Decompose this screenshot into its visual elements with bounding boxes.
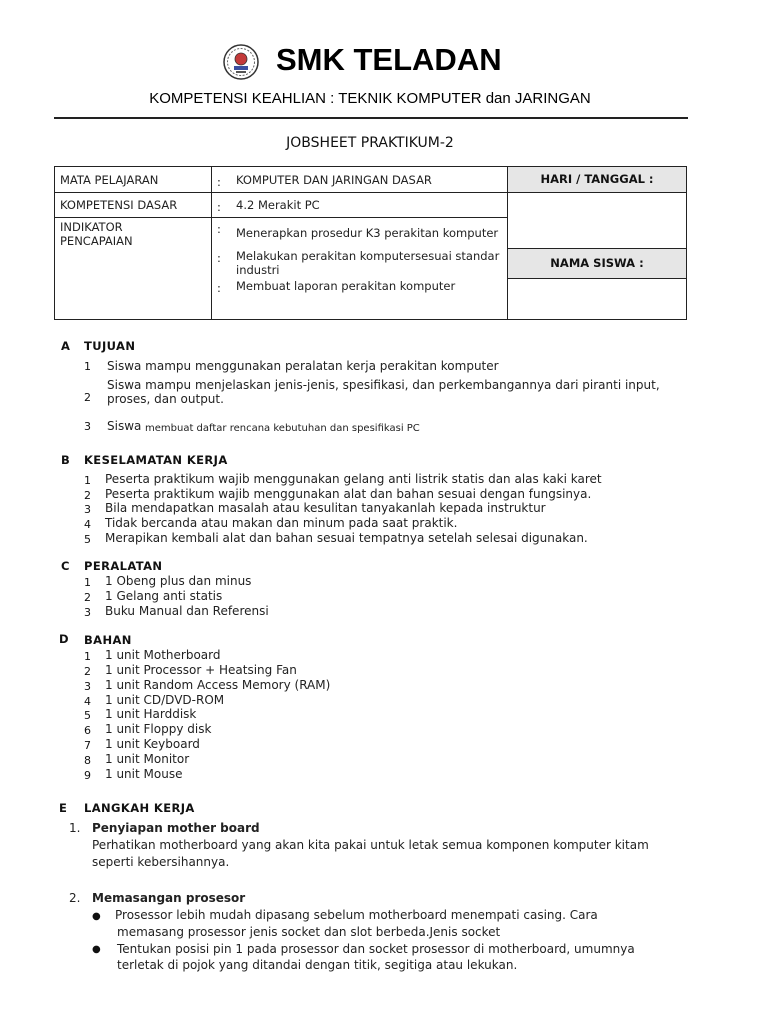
kd-value: 4.2 Merakit PC — [236, 198, 320, 212]
list-item: Siswa — [107, 419, 142, 433]
step-number: 1. — [69, 821, 81, 835]
bullet-icon: ● — [92, 944, 101, 955]
list-item: 1 unit Keyboard — [105, 737, 200, 751]
list-item: Peserta praktikum wajib menggunakan alat dan bahan sesuai dengan fungsinya. — [105, 487, 592, 501]
step-title: Memasangan prosesor — [92, 891, 246, 905]
section-title-peralatan: PERALATAN — [84, 559, 163, 573]
list-number: 4 — [84, 695, 91, 708]
nama-siswa-header: NAMA SISWA : — [508, 249, 686, 278]
list-item: 1 unit Floppy disk — [105, 722, 212, 736]
section-title-keselamatan: KESELAMATAN KERJA — [84, 453, 228, 467]
list-number: 2 — [84, 665, 91, 678]
list-item: 1 unit Processor + Heatsing Fan — [105, 663, 297, 677]
kompetensi-keahlian: KOMPETENSI KEAHLIAN : TEKNIK KOMPUTER dan JARINGAN — [149, 90, 591, 107]
table-divider — [55, 217, 507, 218]
table-divider — [211, 167, 212, 319]
header-divider — [54, 117, 688, 119]
list-item: Peserta praktikum wajib menggunakan gelang anti listrik statis dan alas kaki karet — [105, 472, 602, 486]
school-logo — [222, 43, 260, 81]
indikator-label: INDIKATOR — [60, 220, 123, 234]
list-number: 5 — [84, 709, 91, 722]
list-item: 1 Gelang anti statis — [105, 589, 223, 603]
list-number: 1 — [84, 360, 91, 373]
step-text: seperti kebersihannya. — [92, 855, 230, 869]
colon: : — [217, 175, 221, 189]
list-number: 1 — [84, 650, 91, 663]
step-text: memasang prosessor jenis socket dan slot berbeda.Jenis socket — [117, 925, 501, 939]
list-item: 1 unit Harddisk — [105, 707, 197, 721]
section-letter: A — [61, 339, 71, 353]
table-divider — [507, 278, 686, 279]
indikator-item: Menerapkan prosedur K3 perakitan komputer — [236, 226, 499, 240]
list-item: 1 unit Random Access Memory (RAM) — [105, 678, 331, 692]
list-number: 1 — [84, 474, 91, 487]
list-item: 1 unit Monitor — [105, 752, 190, 766]
indikator-item: Membuat laporan perakitan komputer — [236, 279, 456, 293]
list-number: 8 — [84, 754, 91, 767]
info-table — [54, 166, 687, 320]
table-divider — [55, 192, 507, 193]
list-number: 5 — [84, 533, 91, 546]
list-number: 3 — [84, 680, 91, 693]
list-number: 6 — [84, 724, 91, 737]
jobsheet-title: JOBSHEET PRAKTIKUM-2 — [286, 135, 454, 151]
section-letter: B — [61, 453, 71, 467]
indikator-item: Melakukan perakitan komputersesuai standar — [236, 249, 500, 263]
school-name: SMK TELADAN — [276, 42, 502, 77]
step-text: terletak di pojok yang ditandai dengan titik, segitiga atau lekukan. — [117, 958, 518, 972]
section-title-tujuan: TUJUAN — [84, 339, 136, 353]
list-number: 7 — [84, 739, 91, 752]
list-number: 2 — [84, 489, 91, 502]
kd-label: KOMPETENSI DASAR — [60, 198, 178, 212]
mapel-label: MATA PELAJARAN — [60, 173, 159, 187]
step-text: Tentukan posisi pin 1 pada prosessor dan socket prosessor di motherboard, umumnya — [117, 942, 635, 956]
colon: : — [217, 222, 221, 236]
table-divider — [507, 192, 686, 193]
list-item: Buku Manual dan Referensi — [105, 604, 269, 618]
list-item: 1 unit CD/DVD-ROM — [105, 693, 225, 707]
section-letter: D — [59, 632, 69, 646]
list-number: 3 — [84, 420, 91, 433]
list-item: 1 Obeng plus dan minus — [105, 574, 252, 588]
section-title-langkah: LANGKAH KERJA — [84, 801, 195, 815]
list-item: 1 unit Motherboard — [105, 648, 221, 662]
list-item: proses, dan output. — [107, 392, 224, 406]
list-item: Siswa mampu menggunakan peralatan kerja perakitan komputer — [107, 359, 499, 373]
list-number: 2 — [84, 391, 91, 404]
list-item: 1 unit Mouse — [105, 767, 183, 781]
indikator-item: industri — [236, 263, 280, 277]
indikator-label: PENCAPAIAN — [60, 234, 133, 248]
step-title: Penyiapan mother board — [92, 821, 260, 835]
list-number: 9 — [84, 769, 91, 782]
section-letter: E — [59, 801, 68, 815]
mapel-value: KOMPUTER DAN JARINGAN DASAR — [236, 173, 432, 187]
step-text: Perhatikan motherboard yang akan kita pakai untuk letak semua komponen komputer kitam — [92, 838, 649, 852]
list-item: Siswa mampu menjelaskan jenis-jenis, spesifikasi, dan perkembangannya dari piranti input, — [107, 378, 660, 392]
list-item: membuat daftar rencana kebutuhan dan spesifikasi PC — [145, 423, 420, 434]
list-number: 3 — [84, 606, 91, 619]
list-number: 3 — [84, 503, 91, 516]
colon: : — [217, 200, 221, 214]
list-number: 1 — [84, 576, 91, 589]
colon: : — [217, 251, 221, 265]
step-number: 2. — [69, 891, 81, 905]
list-number: 2 — [84, 591, 91, 604]
list-item: Bila mendapatkan masalah atau kesulitan tanyakanlah kepada instruktur — [105, 501, 546, 515]
hari-tanggal-header: HARI / TANGGAL : — [508, 167, 686, 192]
colon: : — [217, 281, 221, 295]
step-text: Prosessor lebih mudah dipasang sebelum motherboard menempati casing. Cara — [115, 908, 598, 922]
list-item: Merapikan kembali alat dan bahan sesuai tempatnya setelah selesai digunakan. — [105, 531, 588, 545]
list-item: Tidak bercanda atau makan dan minum pada saat praktik. — [105, 516, 458, 530]
section-letter: C — [61, 559, 70, 573]
section-title-bahan: BAHAN — [84, 633, 132, 647]
bullet-icon: ● — [92, 911, 101, 922]
list-number: 4 — [84, 518, 91, 531]
